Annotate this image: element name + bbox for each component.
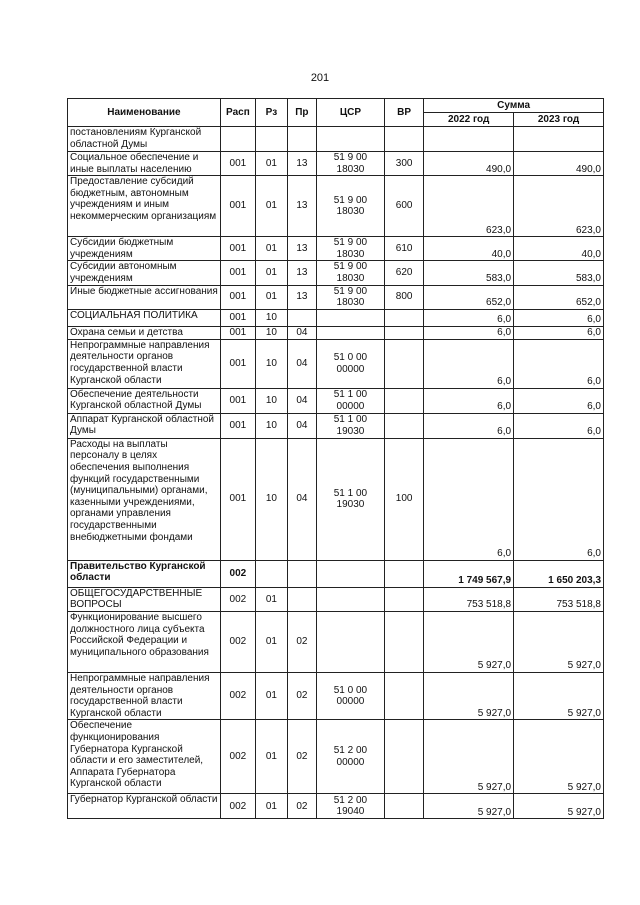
row-rz: 01 bbox=[255, 176, 287, 237]
row-vr bbox=[385, 326, 424, 339]
row-rasp: 001 bbox=[220, 438, 255, 560]
row-csr: 51 2 00 00000 bbox=[316, 720, 384, 794]
header-sum: Сумма bbox=[424, 99, 604, 113]
row-name: СОЦИАЛЬНАЯ ПОЛИТИКА bbox=[68, 309, 221, 326]
row-rasp: 001 bbox=[220, 326, 255, 339]
table-row bbox=[68, 560, 604, 587]
table-row bbox=[68, 261, 604, 285]
row-rz: 01 bbox=[255, 587, 287, 611]
row-amount-2023: 6,0 bbox=[514, 309, 604, 326]
row-rz: 10 bbox=[255, 339, 287, 388]
row-name: Иные бюджетные ассигнования bbox=[68, 285, 221, 309]
row-amount-2023: 1 650 203,3 bbox=[514, 560, 604, 587]
row-rz: 01 bbox=[255, 611, 287, 672]
row-amount-2022: 6,0 bbox=[424, 326, 514, 339]
row-amount-2022: 6,0 bbox=[424, 438, 514, 560]
table-row bbox=[68, 127, 604, 152]
row-csr: 51 0 00 00000 bbox=[316, 672, 384, 719]
row-amount-2023: 5 927,0 bbox=[514, 720, 604, 794]
table-row bbox=[68, 611, 604, 672]
header-name: Наименование bbox=[68, 99, 221, 127]
row-pr bbox=[287, 587, 316, 611]
row-amount-2023 bbox=[514, 127, 604, 152]
row-vr: 800 bbox=[385, 285, 424, 309]
row-csr: 51 9 00 18030 bbox=[316, 261, 384, 285]
table-row bbox=[68, 794, 604, 819]
header-csr: ЦСР bbox=[316, 99, 384, 127]
row-csr: 51 2 00 19040 bbox=[316, 794, 384, 819]
row-rz bbox=[255, 127, 287, 152]
page-number: 201 bbox=[310, 72, 330, 84]
row-pr: 04 bbox=[287, 339, 316, 388]
row-rasp: 001 bbox=[220, 388, 255, 413]
row-name: Губернатор Курганской области bbox=[68, 794, 221, 819]
row-amount-2022: 753 518,8 bbox=[424, 587, 514, 611]
budget-table bbox=[67, 98, 604, 819]
row-pr: 13 bbox=[287, 176, 316, 237]
row-rasp: 002 bbox=[220, 611, 255, 672]
row-rasp: 001 bbox=[220, 237, 255, 261]
row-pr: 02 bbox=[287, 611, 316, 672]
table-row bbox=[68, 720, 604, 794]
row-vr bbox=[385, 587, 424, 611]
row-rasp: 001 bbox=[220, 261, 255, 285]
row-csr: 51 1 00 00000 bbox=[316, 388, 384, 413]
row-rasp: 001 bbox=[220, 413, 255, 438]
row-amount-2023: 6,0 bbox=[514, 413, 604, 438]
row-amount-2023: 6,0 bbox=[514, 438, 604, 560]
header-rz: Рз bbox=[255, 99, 287, 127]
row-vr bbox=[385, 388, 424, 413]
row-rasp: 001 bbox=[220, 285, 255, 309]
row-pr: 02 bbox=[287, 720, 316, 794]
row-rz: 01 bbox=[255, 672, 287, 719]
row-csr: 51 1 00 19030 bbox=[316, 413, 384, 438]
row-rz: 01 bbox=[255, 261, 287, 285]
row-csr: 51 9 00 18030 bbox=[316, 176, 384, 237]
row-vr bbox=[385, 339, 424, 388]
row-rasp: 001 bbox=[220, 309, 255, 326]
row-vr bbox=[385, 720, 424, 794]
row-pr: 04 bbox=[287, 326, 316, 339]
row-vr: 620 bbox=[385, 261, 424, 285]
row-amount-2022: 1 749 567,9 bbox=[424, 560, 514, 587]
row-rz: 10 bbox=[255, 413, 287, 438]
row-pr: 04 bbox=[287, 438, 316, 560]
row-amount-2023: 623,0 bbox=[514, 176, 604, 237]
row-pr: 02 bbox=[287, 794, 316, 819]
header-2022: 2022 год bbox=[424, 113, 514, 127]
row-csr bbox=[316, 127, 384, 152]
row-vr bbox=[385, 611, 424, 672]
row-rasp: 002 bbox=[220, 720, 255, 794]
row-rasp bbox=[220, 127, 255, 152]
table-row bbox=[68, 413, 604, 438]
row-name: Непрограммные направления деятельности органов государственной власти Курганской области bbox=[68, 672, 221, 719]
row-amount-2022: 6,0 bbox=[424, 309, 514, 326]
row-vr bbox=[385, 309, 424, 326]
row-pr: 04 bbox=[287, 388, 316, 413]
row-csr: 51 9 00 18030 bbox=[316, 285, 384, 309]
row-vr bbox=[385, 127, 424, 152]
row-rasp: 002 bbox=[220, 672, 255, 719]
header-pr: Пр bbox=[287, 99, 316, 127]
row-amount-2023: 6,0 bbox=[514, 326, 604, 339]
row-csr bbox=[316, 560, 384, 587]
row-amount-2023: 5 927,0 bbox=[514, 672, 604, 719]
row-amount-2022: 623,0 bbox=[424, 176, 514, 237]
row-amount-2023: 6,0 bbox=[514, 388, 604, 413]
row-vr bbox=[385, 413, 424, 438]
row-csr bbox=[316, 587, 384, 611]
row-name: Субсидии автономным учреждениям bbox=[68, 261, 221, 285]
row-rz: 01 bbox=[255, 152, 287, 176]
row-amount-2022: 490,0 bbox=[424, 152, 514, 176]
row-amount-2022: 6,0 bbox=[424, 413, 514, 438]
row-rz: 10 bbox=[255, 326, 287, 339]
row-name: Субсидии бюджетным учреждениям bbox=[68, 237, 221, 261]
row-rz: 01 bbox=[255, 794, 287, 819]
row-csr bbox=[316, 309, 384, 326]
header-2023: 2023 год bbox=[514, 113, 604, 127]
row-amount-2022: 5 927,0 bbox=[424, 611, 514, 672]
row-amount-2023: 652,0 bbox=[514, 285, 604, 309]
row-rasp: 002 bbox=[220, 794, 255, 819]
row-pr: 04 bbox=[287, 413, 316, 438]
row-vr: 600 bbox=[385, 176, 424, 237]
row-vr bbox=[385, 560, 424, 587]
row-amount-2023: 583,0 bbox=[514, 261, 604, 285]
table-row bbox=[68, 285, 604, 309]
row-vr: 610 bbox=[385, 237, 424, 261]
row-vr: 100 bbox=[385, 438, 424, 560]
row-amount-2023: 753 518,8 bbox=[514, 587, 604, 611]
table-body bbox=[68, 127, 604, 819]
row-rasp: 001 bbox=[220, 152, 255, 176]
row-csr bbox=[316, 326, 384, 339]
row-rasp: 001 bbox=[220, 339, 255, 388]
row-rz bbox=[255, 560, 287, 587]
row-name: постановлениям Курганской областной Думы bbox=[68, 127, 221, 152]
row-amount-2022: 583,0 bbox=[424, 261, 514, 285]
row-rasp: 002 bbox=[220, 587, 255, 611]
row-name: Обеспечение деятельности Курганской областной Думы bbox=[68, 388, 221, 413]
row-amount-2022: 5 927,0 bbox=[424, 672, 514, 719]
row-amount-2022: 6,0 bbox=[424, 339, 514, 388]
row-amount-2023: 40,0 bbox=[514, 237, 604, 261]
row-name: Социальное обеспечение и иные выплаты населению bbox=[68, 152, 221, 176]
row-amount-2022: 5 927,0 bbox=[424, 720, 514, 794]
row-amount-2022: 5 927,0 bbox=[424, 794, 514, 819]
row-pr bbox=[287, 309, 316, 326]
table-row bbox=[68, 309, 604, 326]
row-amount-2022: 6,0 bbox=[424, 388, 514, 413]
table-row bbox=[68, 326, 604, 339]
row-vr bbox=[385, 672, 424, 719]
row-rz: 10 bbox=[255, 309, 287, 326]
row-name: Расходы на выплаты персоналу в целях обеспечения выполнения функций государственными (муниципальными) органами, казенными учреждениями, органами управления государственными внебюджетными фондами bbox=[68, 438, 221, 560]
row-csr: 51 0 00 00000 bbox=[316, 339, 384, 388]
row-amount-2023: 490,0 bbox=[514, 152, 604, 176]
row-rz: 10 bbox=[255, 388, 287, 413]
header-rasp: Расп bbox=[220, 99, 255, 127]
row-csr: 51 9 00 18030 bbox=[316, 237, 384, 261]
row-amount-2022: 652,0 bbox=[424, 285, 514, 309]
row-amount-2022: 40,0 bbox=[424, 237, 514, 261]
row-name: Непрограммные направления деятельности органов государственной власти Курганской области bbox=[68, 339, 221, 388]
row-pr: 13 bbox=[287, 152, 316, 176]
table-row bbox=[68, 176, 604, 237]
row-pr: 02 bbox=[287, 672, 316, 719]
row-name: Охрана семьи и детства bbox=[68, 326, 221, 339]
row-amount-2022 bbox=[424, 127, 514, 152]
row-name: Аппарат Курганской областной Думы bbox=[68, 413, 221, 438]
row-rz: 10 bbox=[255, 438, 287, 560]
row-rz: 01 bbox=[255, 720, 287, 794]
table-row bbox=[68, 339, 604, 388]
table-row bbox=[68, 672, 604, 719]
row-name: ОБЩЕГОСУДАРСТВЕННЫЕ ВОПРОСЫ bbox=[68, 587, 221, 611]
row-rasp: 001 bbox=[220, 176, 255, 237]
row-amount-2023: 5 927,0 bbox=[514, 794, 604, 819]
row-name: Правительство Курганской области bbox=[68, 560, 221, 587]
row-csr: 51 1 00 19030 bbox=[316, 438, 384, 560]
row-pr: 13 bbox=[287, 285, 316, 309]
row-csr: 51 9 00 18030 bbox=[316, 152, 384, 176]
row-vr: 300 bbox=[385, 152, 424, 176]
row-name: Функционирование высшего должностного лица субъекта Российской Федерации и муниципального образования bbox=[68, 611, 221, 672]
row-rz: 01 bbox=[255, 237, 287, 261]
header-vr: ВР bbox=[385, 99, 424, 127]
table-row bbox=[68, 152, 604, 176]
row-pr bbox=[287, 560, 316, 587]
table-row bbox=[68, 237, 604, 261]
row-csr bbox=[316, 611, 384, 672]
row-amount-2023: 6,0 bbox=[514, 339, 604, 388]
row-amount-2023: 5 927,0 bbox=[514, 611, 604, 672]
row-pr: 13 bbox=[287, 237, 316, 261]
row-pr: 13 bbox=[287, 261, 316, 285]
row-pr bbox=[287, 127, 316, 152]
row-name: Обеспечение функционирования Губернатора Курганской области и его заместителей, Аппарата Губернатора Курганской области bbox=[68, 720, 221, 794]
table-row bbox=[68, 388, 604, 413]
table-row bbox=[68, 587, 604, 611]
row-name: Предоставление субсидий бюджетным, автономным учреждениям и иным некоммерческим организациям bbox=[68, 176, 221, 237]
table-row bbox=[68, 438, 604, 560]
row-vr bbox=[385, 794, 424, 819]
row-rasp: 002 bbox=[220, 560, 255, 587]
row-rz: 01 bbox=[255, 285, 287, 309]
